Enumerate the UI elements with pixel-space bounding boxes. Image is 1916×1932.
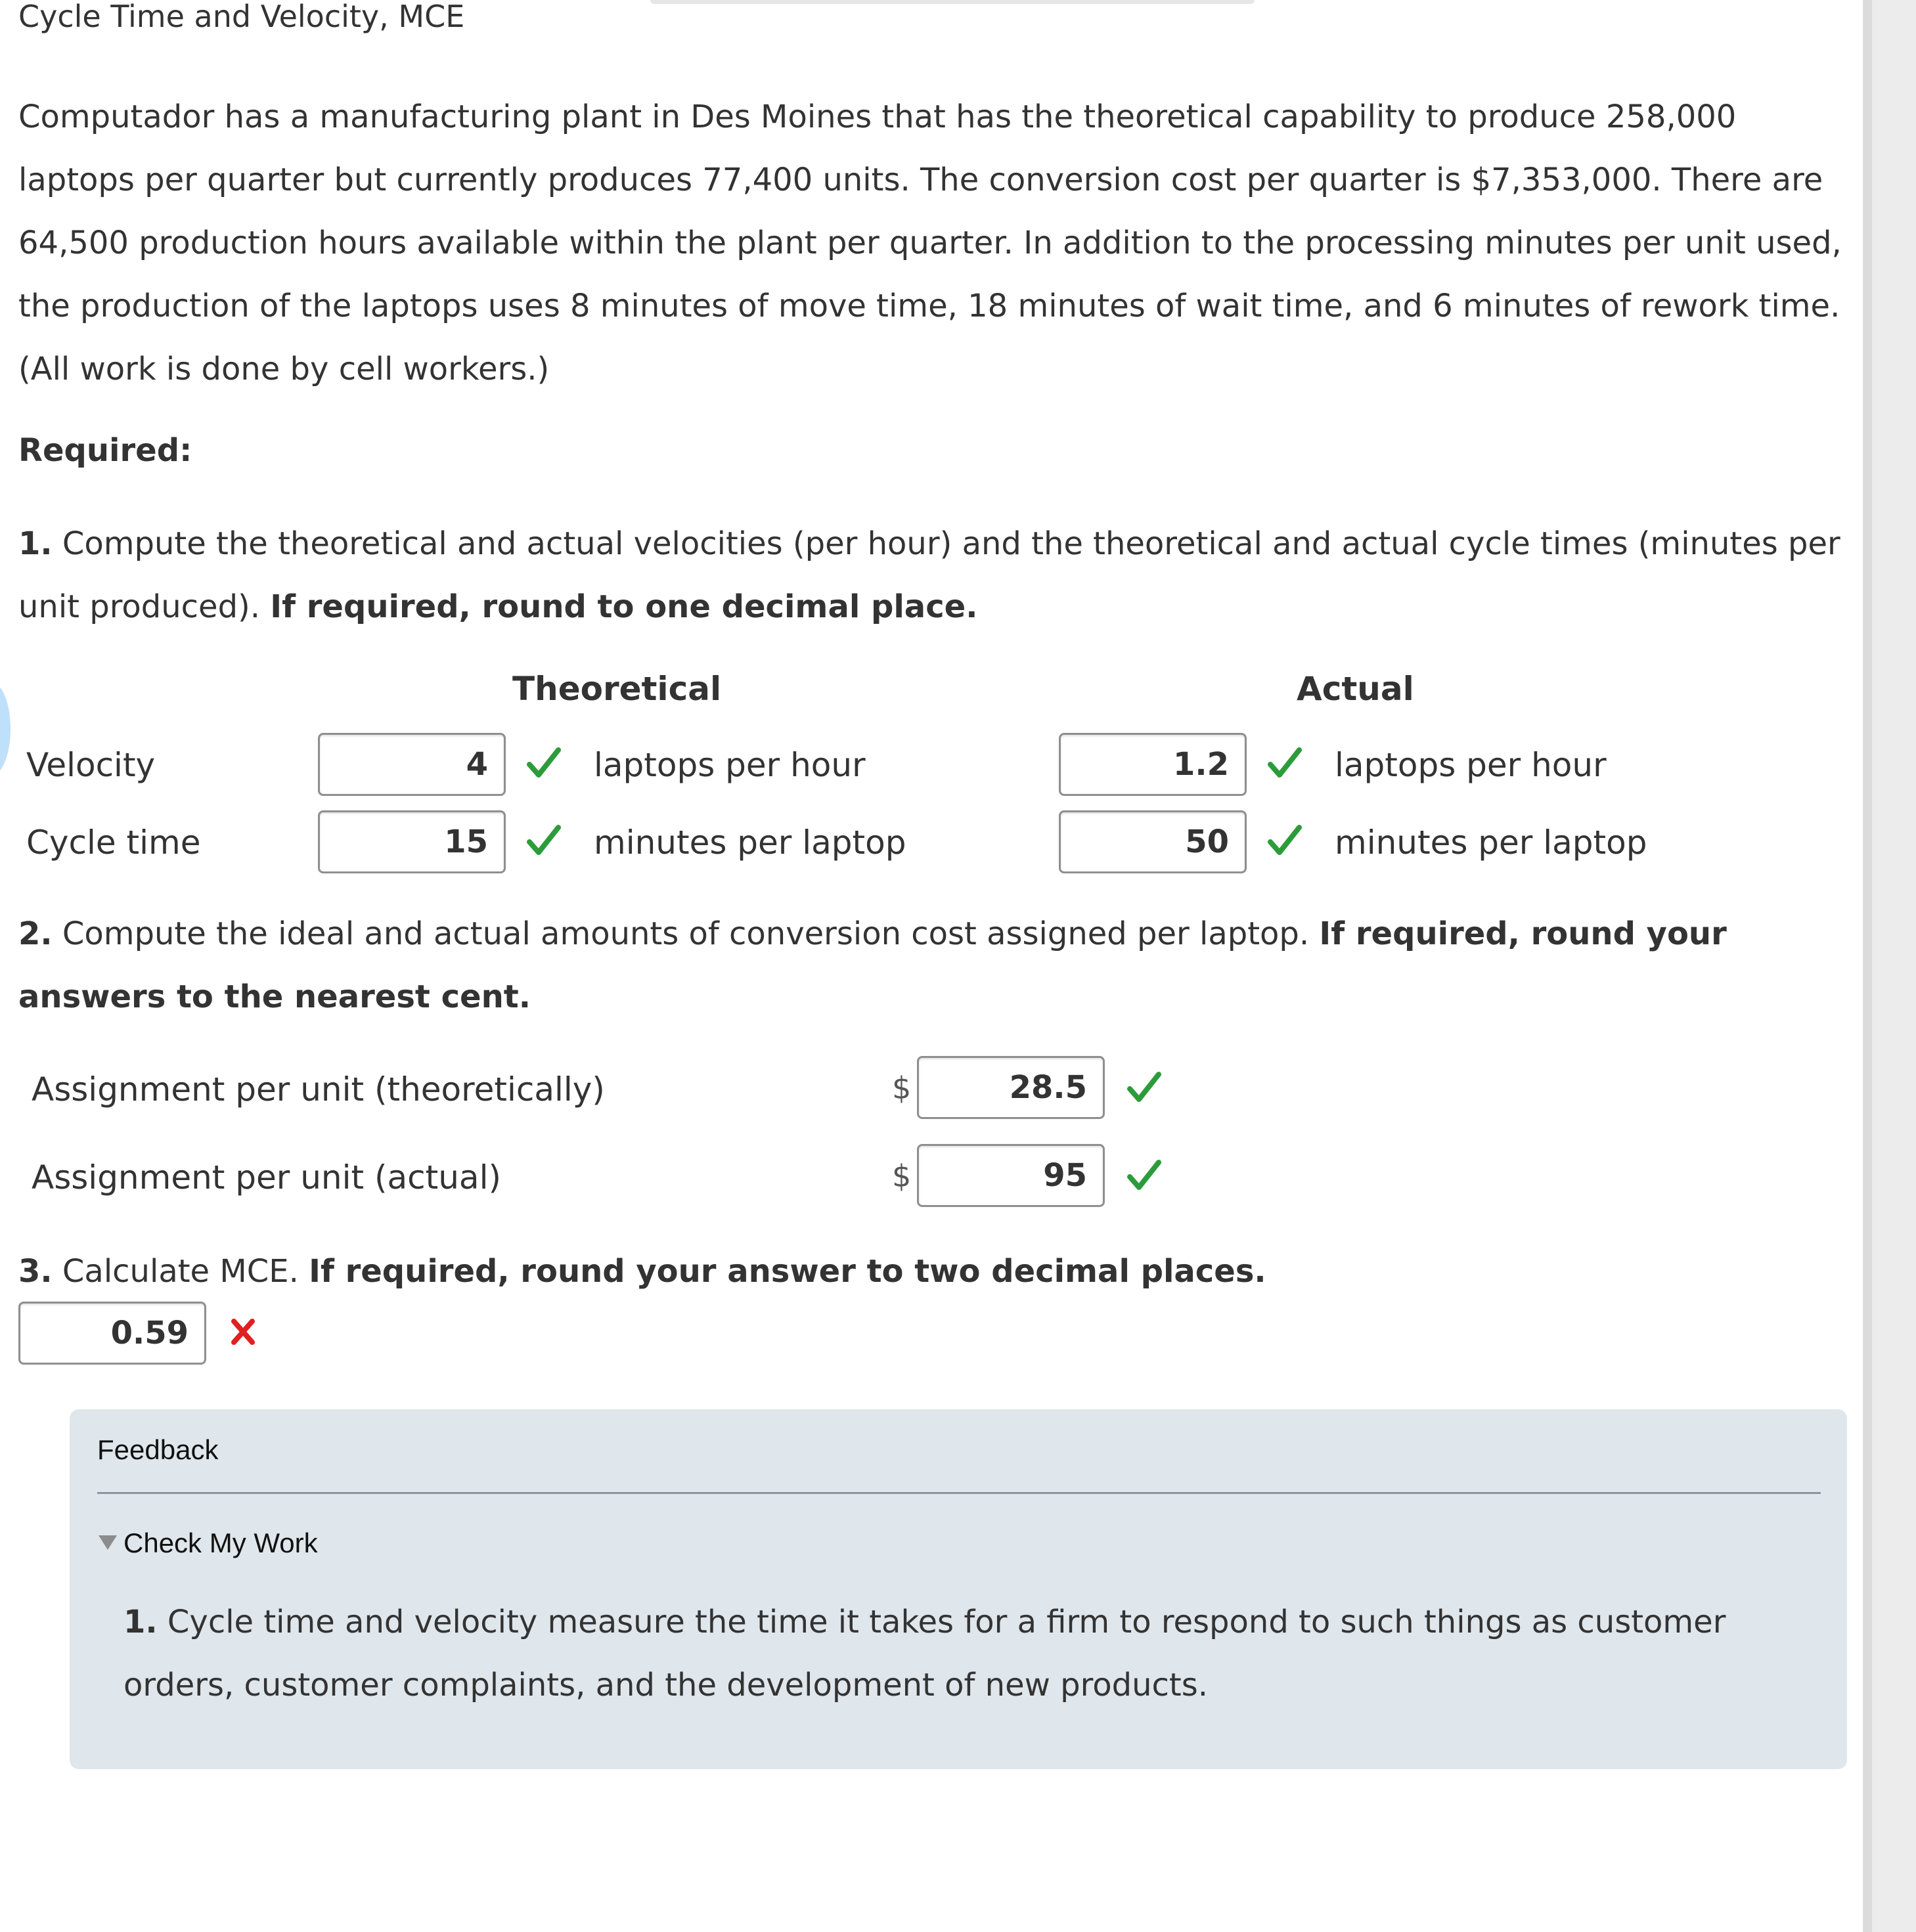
row-label-assignment-theoretical: Assignment per unit (theoretically) xyxy=(32,1070,605,1109)
top-shadow xyxy=(650,0,1255,4)
check-icon xyxy=(1268,823,1302,858)
check-icon xyxy=(1268,746,1302,780)
check-icon xyxy=(1127,1158,1161,1193)
incorrect-icon xyxy=(230,1317,256,1346)
assignment-actual-input[interactable]: 95 xyxy=(917,1144,1105,1207)
cycle-time-theoretical-input[interactable]: 15 xyxy=(318,810,506,873)
question-2-instruction: If required, round your answers to the nearest cent. xyxy=(18,915,1727,1015)
question-1-instruction: If required, round to one decimal place. xyxy=(270,588,978,625)
column-actual: Actual xyxy=(1297,670,1414,708)
row-label-velocity: Velocity xyxy=(26,746,156,784)
velocity-theoretical-unit: laptops per hour xyxy=(594,746,866,784)
feedback-divider xyxy=(97,1492,1821,1494)
page-title: Cycle Time and Velocity, MCE xyxy=(18,0,465,34)
row-label-cycle-time: Cycle time xyxy=(26,823,201,862)
question-2-number: 2. xyxy=(18,915,53,952)
cycle-time-theoretical-unit: minutes per laptop xyxy=(594,823,906,862)
row-label-assignment-actual: Assignment per unit (actual) xyxy=(32,1158,501,1197)
question-3-text: Calculate MCE. xyxy=(52,1253,309,1290)
assignment-theoretical-input[interactable]: 28.5 xyxy=(917,1056,1105,1119)
velocity-theoretical-input[interactable]: 4 xyxy=(318,733,506,796)
question-1-text: Compute the theoretical and actual velocities (per hour) and the theoretical and actual cycle times (minutes per unit produced). xyxy=(18,525,1840,625)
cycle-time-actual-unit: minutes per laptop xyxy=(1335,823,1647,862)
question-2 xyxy=(18,902,1792,1028)
feedback-text xyxy=(123,1591,1805,1717)
check-icon xyxy=(1127,1070,1161,1105)
question-3-number: 3. xyxy=(18,1253,53,1290)
side-handle[interactable] xyxy=(0,683,11,775)
question-3-instruction: If required, round your answer to two decimal places. xyxy=(309,1253,1266,1290)
column-theoretical: Theoretical xyxy=(512,670,722,708)
question-1 xyxy=(18,512,1858,638)
collapse-triangle-icon[interactable] xyxy=(99,1535,117,1550)
feedback-title: Feedback xyxy=(97,1434,219,1465)
feedback-body: Cycle time and velocity measure the time it takes for a firm to respond to such things as customer orders, customer complaints, and the development of new products. xyxy=(123,1604,1726,1703)
question-3 xyxy=(18,1240,1792,1303)
velocity-actual-unit: laptops per hour xyxy=(1335,746,1607,784)
question-1-number: 1. xyxy=(18,525,53,562)
question-2-text: Compute the ideal and actual amounts of conversion cost assigned per laptop. xyxy=(52,915,1320,952)
required-heading: Required: xyxy=(18,432,192,469)
check-my-work-toggle[interactable]: Check My Work xyxy=(123,1527,318,1558)
check-icon xyxy=(527,746,561,780)
cycle-time-actual-input[interactable]: 50 xyxy=(1059,810,1247,873)
check-icon xyxy=(527,823,561,858)
currency-symbol: $ xyxy=(892,1070,912,1106)
currency-symbol: $ xyxy=(892,1158,912,1194)
feedback-number: 1. xyxy=(123,1604,158,1640)
velocity-actual-input[interactable]: 1.2 xyxy=(1059,733,1247,796)
scrollbar-edge xyxy=(1863,0,1872,1932)
problem-statement: Computador has a manufacturing plant in Des Moines that has the theoretical capability to produce 258,000 laptops per quarter but currently produces 77,400 units. The conversion cost per quarter is $7,353,000. There are 64,500 production hours available within the plant per quarter. In addition to the processing minutes per unit used, the production of the laptops uses 8 minutes of move time, 18 minutes of wait time, and 6 minutes of rework time. (All work is done by cell workers.) xyxy=(18,99,1842,387)
feedback-panel xyxy=(70,1409,1847,1769)
mce-input[interactable]: 0.59 xyxy=(18,1302,206,1365)
